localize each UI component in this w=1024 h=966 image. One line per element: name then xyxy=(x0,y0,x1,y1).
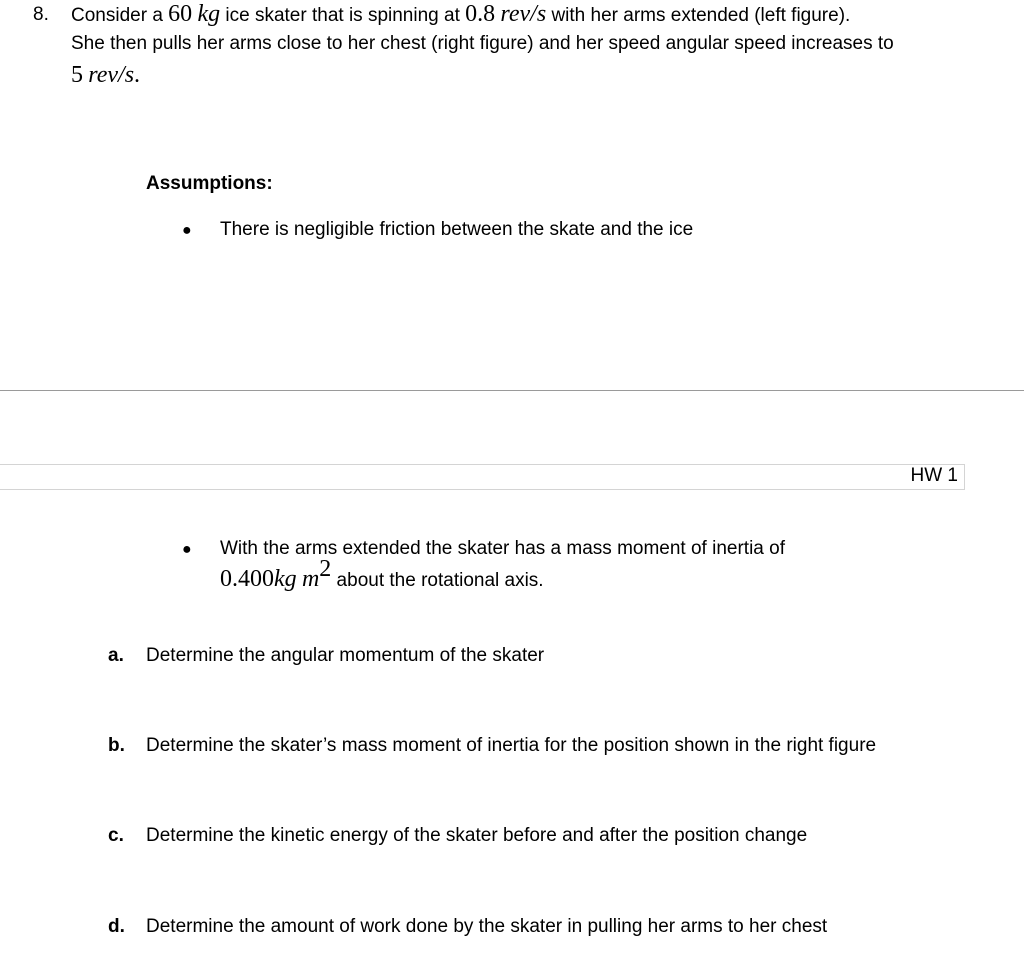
question-line-2: She then pulls her arms close to her chest (right figure) and her speed angular speed increases to xyxy=(71,33,894,54)
part-c-text: Determine the kinetic energy of the skater before and after the position change xyxy=(146,825,808,846)
mass-value: 60 xyxy=(168,1,193,27)
bullet-dot-2: ● xyxy=(182,541,192,558)
assumptions-heading: Assumptions: xyxy=(146,173,273,194)
inertia-tail: about the rotational axis. xyxy=(331,570,544,591)
final-speed-value: 5 xyxy=(71,62,83,88)
question-line-1 xyxy=(71,1,850,28)
page-header xyxy=(0,464,965,490)
assumption-inertia-line-1: With the arms extended the skater has a mass moment of inertia of xyxy=(220,538,785,559)
question-text-2: ice skater that is spinning at xyxy=(220,5,466,26)
question-text-1: Consider a xyxy=(71,5,169,26)
question-text-3: with her arms extended (left figure). xyxy=(546,5,851,26)
inertia-unit-kg: kg xyxy=(274,566,297,592)
final-speed-unit: rev/s xyxy=(88,62,135,88)
part-d-letter: d. xyxy=(108,916,125,937)
question-line-3 xyxy=(71,62,140,89)
inertia-value: 0.400 xyxy=(220,566,274,592)
inertia-unit-m: m xyxy=(301,566,320,592)
inertia-exponent: 2 xyxy=(319,556,332,582)
part-a-letter: a. xyxy=(108,645,124,666)
hw-label: HW 1 xyxy=(910,465,958,486)
bullet-dot-1: ● xyxy=(182,222,192,239)
part-d-text: Determine the amount of work done by the skater in pulling her arms to her chest xyxy=(146,916,828,937)
speed-unit: rev/s xyxy=(500,1,547,27)
sentence-end: . xyxy=(134,62,141,88)
speed-value: 0.8 xyxy=(465,1,496,27)
part-b-text: Determine the skater’s mass moment of inertia for the position shown in the right figure xyxy=(146,735,877,756)
mass-unit: kg xyxy=(197,1,221,27)
part-a-text: Determine the angular momentum of the skater xyxy=(146,645,545,666)
part-c-letter: c. xyxy=(108,825,124,846)
assumption-inertia-line-2 xyxy=(220,556,544,593)
page-divider xyxy=(0,390,1024,391)
assumption-friction: There is negligible friction between the skate and the ice xyxy=(220,219,694,240)
part-b-letter: b. xyxy=(108,735,125,756)
question-number: 8. xyxy=(33,4,49,25)
